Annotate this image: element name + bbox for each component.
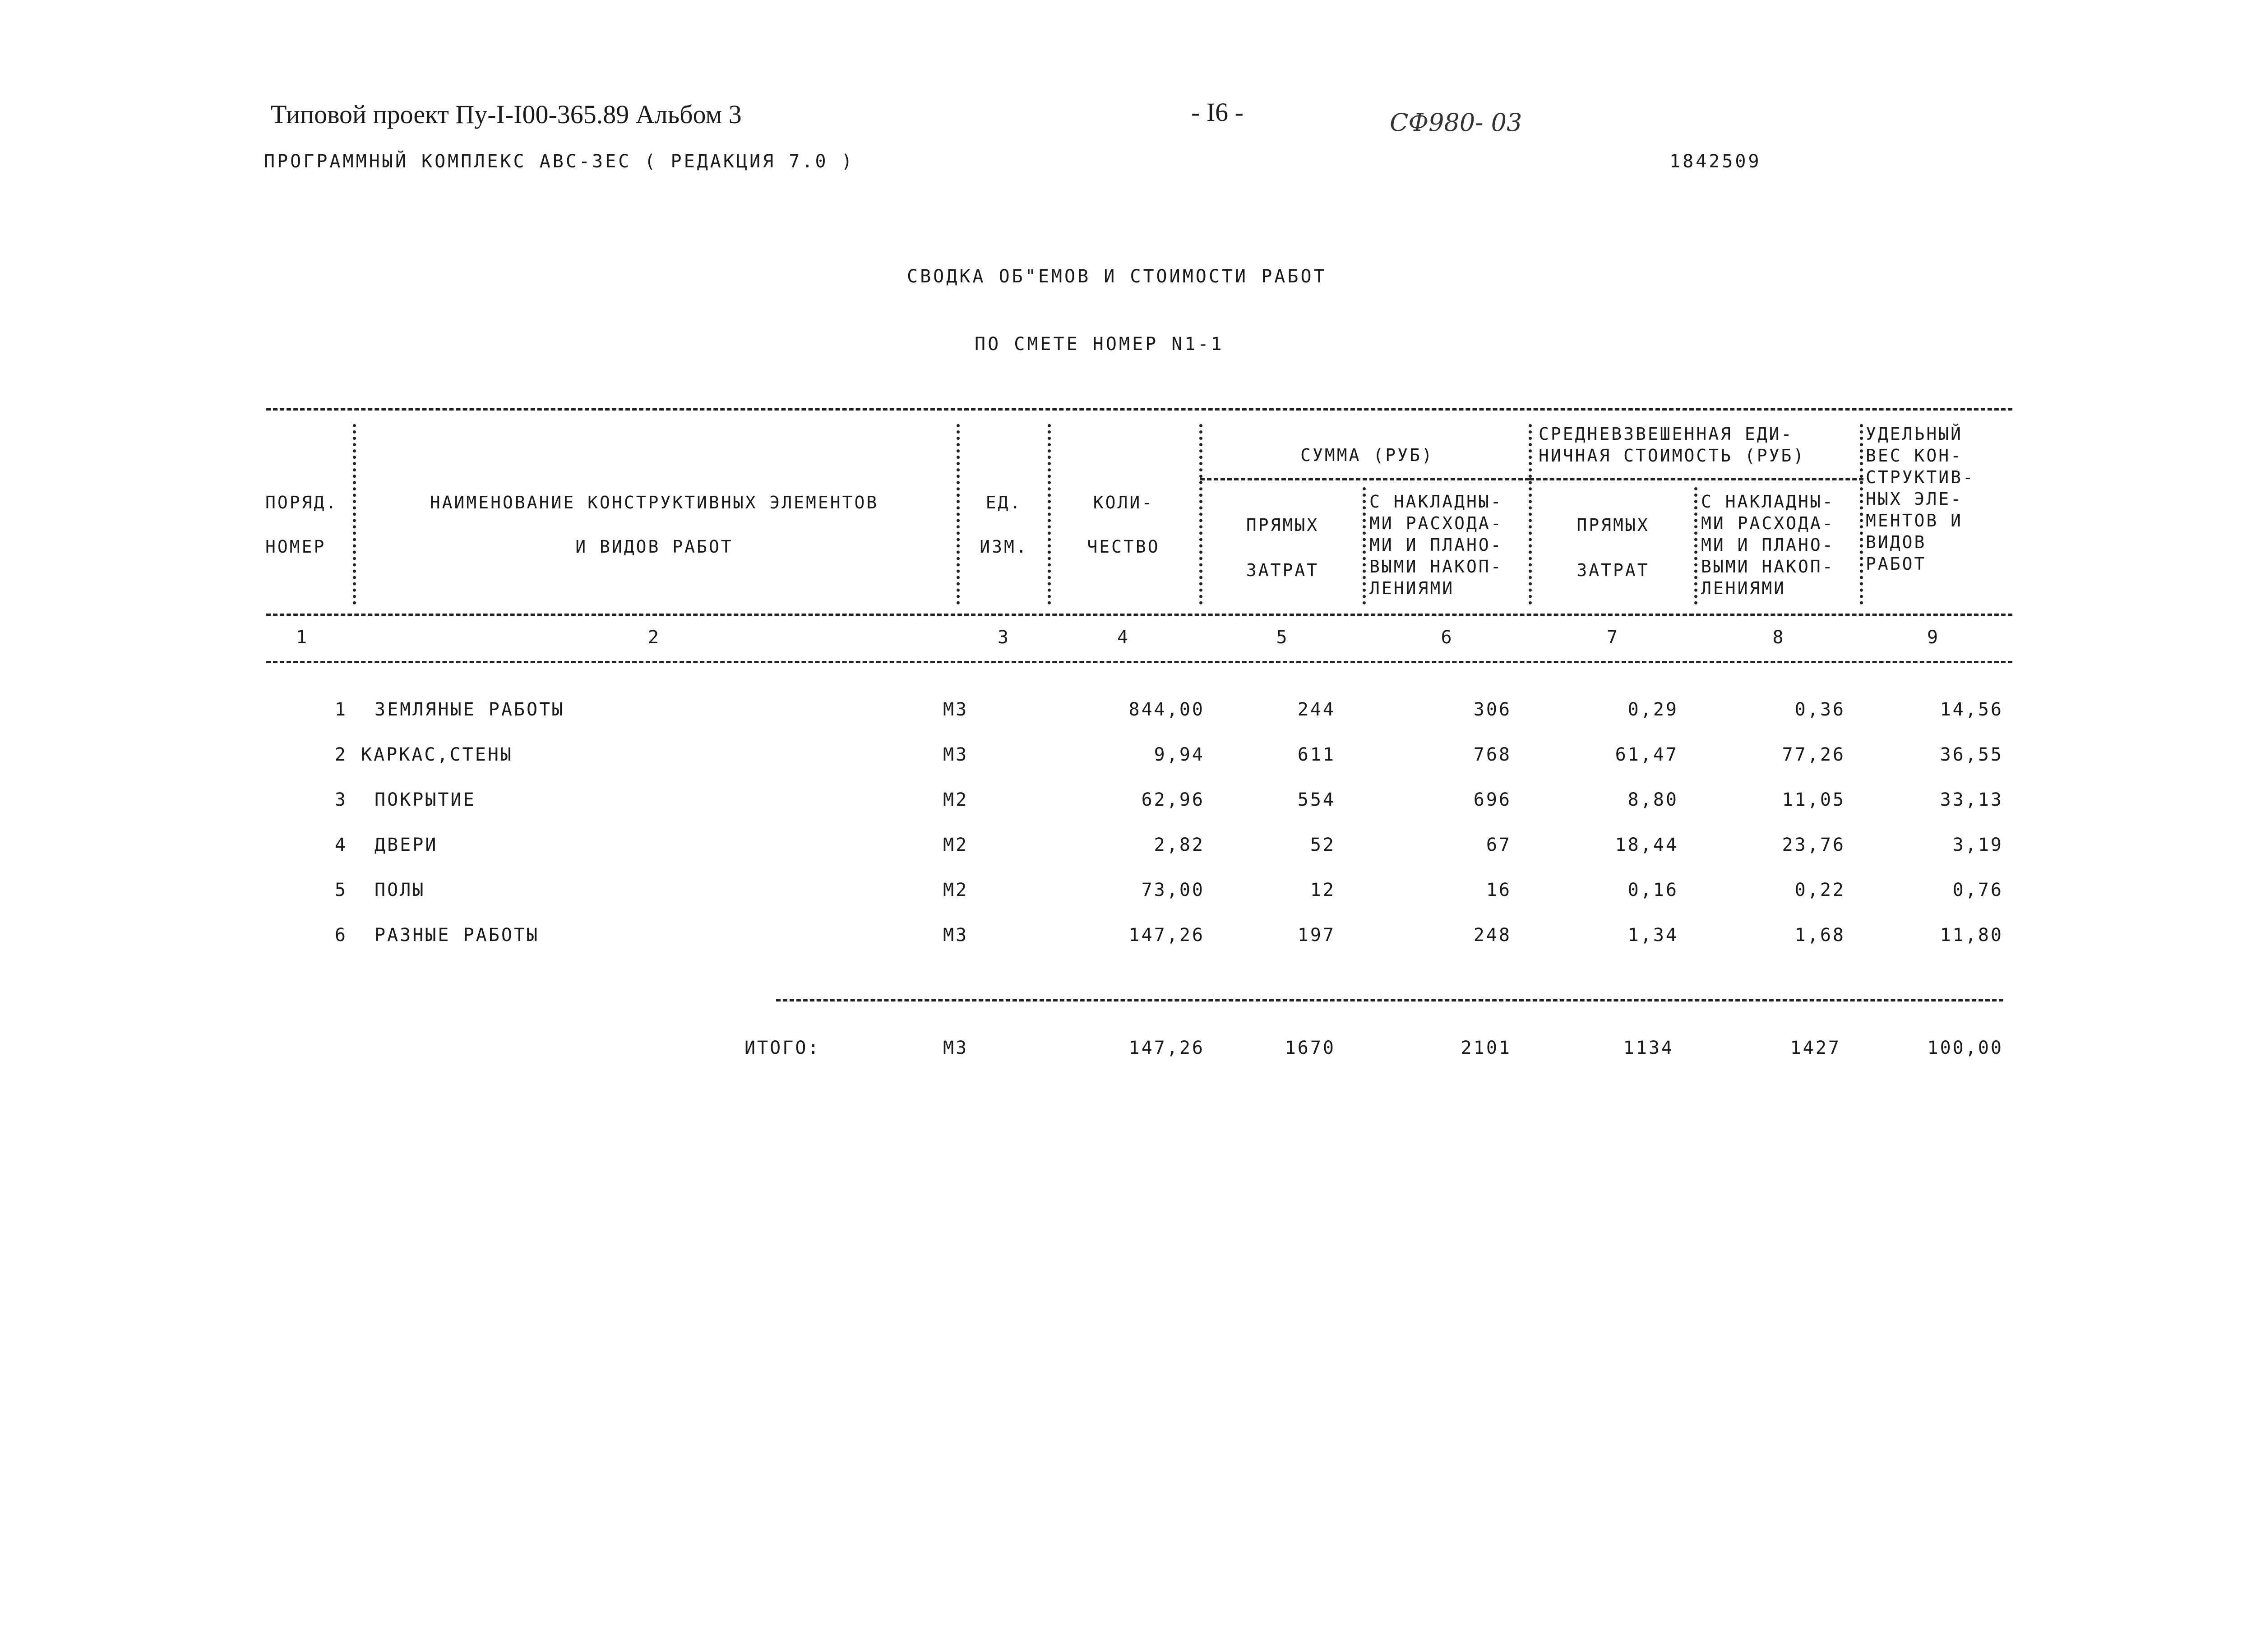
row-qty: 147,26: [1128, 925, 1205, 946]
row-avg-direct: 18,44: [1615, 835, 1678, 855]
row-share: 14,56: [1940, 699, 2003, 720]
summary-title: СВОДКА ОБ"ЕМОВ И СТОИМОСТИ РАБОТ: [907, 266, 1327, 287]
row-unit: М3: [943, 925, 969, 946]
row-avg-overhead: 11,05: [1782, 789, 1845, 810]
row-avg-direct: 0,16: [1627, 880, 1678, 900]
header-group-avg: СРЕДНЕВЗВЕШЕННАЯ ЕДИ- НИЧНАЯ СТОИМОСТЬ (РУБ): [1539, 424, 1806, 466]
col-sep-1: [353, 424, 356, 605]
total-direct: 1670: [1285, 1038, 1336, 1058]
row-share: 3,19: [1952, 835, 2003, 855]
row-overhead: 768: [1473, 744, 1512, 765]
colnum-4: 4: [1117, 627, 1130, 648]
total-share: 100,00: [1927, 1038, 2003, 1058]
header-col6: С НАКЛАДНЫ- МИ РАСХОДА- МИ И ПЛАНО- ВЫМИ НАКОП- ЛЕНИЯМИ: [1369, 492, 1503, 598]
row-num: 3: [334, 789, 347, 810]
row-num: 5: [334, 880, 347, 900]
row-avg-direct: 8,80: [1627, 789, 1678, 810]
row-qty: 62,96: [1141, 789, 1205, 810]
header-col2: НАИМЕНОВАНИЕ КОНСТРУКТИВНЫХ ЭЛЕМЕНТОВ И ВИДОВ РАБОТ: [430, 493, 879, 557]
col-sep-4: [1199, 424, 1202, 605]
handwritten-code: СФ980- 03: [1390, 108, 1522, 137]
row-direct: 52: [1310, 835, 1336, 855]
header-col7: ПРЯМЫХ ЗАТРАТ: [1576, 515, 1650, 580]
total-unit: М3: [943, 1038, 969, 1058]
col-sep-7: [1694, 487, 1697, 605]
row-overhead: 67: [1486, 835, 1512, 855]
header-col8: С НАКЛАДНЫ- МИ РАСХОДА- МИ И ПЛАНО- ВЫМИ НАКОП- ЛЕНИЯМИ: [1701, 492, 1835, 598]
col-sep-2: [957, 424, 960, 605]
doc-number: 1842509: [1669, 151, 1761, 172]
row-avg-overhead: 23,76: [1782, 835, 1845, 855]
header-col9: УДЕЛЬНЫЙ ВЕС КОН- СТРУКТИВ- НЫХ ЭЛЕ- МЕНТОВ И ВИДОВ РАБОТ: [1866, 424, 1975, 574]
header-col3: ЕД. ИЗМ.: [980, 493, 1028, 557]
row-share: 11,80: [1940, 925, 2003, 946]
row-num: 1: [334, 699, 347, 720]
row-direct: 554: [1297, 789, 1336, 810]
row-avg-overhead: 0,36: [1794, 699, 1845, 720]
col-sep-5: [1363, 487, 1366, 605]
row-avg-direct: 61,47: [1615, 744, 1678, 765]
table-sum-subrule: [1200, 478, 1530, 480]
total-rule: [776, 999, 2003, 1001]
program-line: ПРОГРАММНЫЙ КОМПЛЕКС АВС-ЗЕС ( РЕДАКЦИЯ 7.0 ): [264, 151, 855, 172]
row-num: 4: [334, 835, 347, 855]
row-qty: 844,00: [1128, 699, 1205, 720]
row-direct: 197: [1297, 925, 1336, 946]
colnum-7: 7: [1606, 627, 1620, 648]
row-name: ДВЕРИ: [374, 835, 438, 855]
row-direct: 611: [1297, 744, 1336, 765]
row-overhead: 306: [1473, 699, 1512, 720]
row-share: 0,76: [1952, 880, 2003, 900]
total-avg-direct: 1134: [1623, 1038, 1674, 1058]
col-sep-6: [1529, 424, 1532, 605]
total-qty: 147,26: [1128, 1038, 1205, 1058]
page-number: - I6 -: [1191, 97, 1244, 127]
row-unit: М3: [943, 699, 969, 720]
row-unit: М2: [943, 789, 969, 810]
colnum-1: 1: [296, 627, 309, 648]
row-avg-overhead: 0,22: [1794, 880, 1845, 900]
row-name: РАЗНЫЕ РАБОТЫ: [374, 925, 540, 946]
row-qty: 2,82: [1154, 835, 1205, 855]
col-sep-3: [1048, 424, 1051, 605]
table-header-bottom-rule: [266, 614, 2012, 616]
project-title: Типовой проект Пу-I-I00-365.89 Альбом 3: [271, 100, 742, 129]
header-col4: КОЛИ- ЧЕСТВО: [1087, 493, 1160, 557]
row-unit: М2: [943, 880, 969, 900]
row-direct: 12: [1310, 880, 1336, 900]
row-overhead: 696: [1473, 789, 1512, 810]
colnum-6: 6: [1441, 627, 1454, 648]
colnum-3: 3: [997, 627, 1011, 648]
colnum-8: 8: [1772, 627, 1785, 648]
table-avg-subrule: [1530, 478, 1863, 480]
row-avg-overhead: 1,68: [1794, 925, 1845, 946]
estimate-number: ПО СМЕТЕ НОМЕР N1-1: [975, 334, 1224, 355]
row-avg-direct: 1,34: [1627, 925, 1678, 946]
row-qty: 9,94: [1154, 744, 1205, 765]
header-col1: ПОРЯД. НОМЕР: [265, 493, 338, 557]
header-col5: ПРЯМЫХ ЗАТРАТ: [1246, 515, 1319, 580]
row-overhead: 16: [1486, 880, 1512, 900]
colnum-5: 5: [1276, 627, 1289, 648]
row-name: ПОЛЫ: [374, 880, 425, 900]
total-label: ИТОГО:: [744, 1038, 821, 1058]
colnum-2: 2: [647, 627, 661, 648]
colnum-9: 9: [1927, 627, 1940, 648]
row-qty: 73,00: [1141, 880, 1205, 900]
col-sep-8: [1860, 424, 1863, 605]
total-overhead: 2101: [1461, 1038, 1512, 1058]
row-avg-direct: 0,29: [1627, 699, 1678, 720]
row-unit: М3: [943, 744, 969, 765]
column-numbers-bottom-rule: [266, 661, 2012, 663]
header-group-sum: СУММА (РУБ): [1300, 445, 1434, 465]
row-num: 6: [334, 925, 347, 946]
row-name: ЗЕМЛЯНЫЕ РАБОТЫ: [374, 699, 565, 720]
row-share: 36,55: [1940, 744, 2003, 765]
row-name: КАРКАС,СТЕНЫ: [361, 744, 513, 765]
row-share: 33,13: [1940, 789, 2003, 810]
row-unit: М2: [943, 835, 969, 855]
total-avg-overhead: 1427: [1790, 1038, 1841, 1058]
row-num: 2: [334, 744, 347, 765]
row-avg-overhead: 77,26: [1782, 744, 1845, 765]
table-top-rule: [266, 408, 2012, 411]
row-name: ПОКРЫТИЕ: [374, 789, 476, 810]
row-overhead: 248: [1473, 925, 1512, 946]
row-direct: 244: [1297, 699, 1336, 720]
